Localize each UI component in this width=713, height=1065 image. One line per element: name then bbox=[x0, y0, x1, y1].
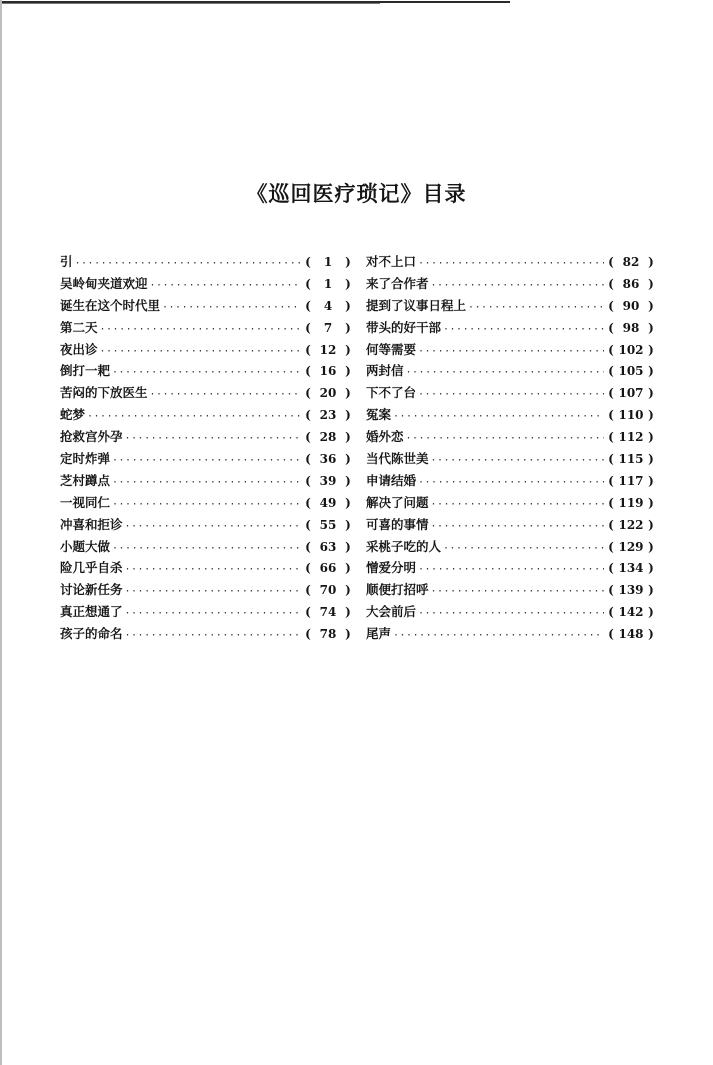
toc-page-ref bbox=[606, 408, 656, 422]
open-paren: ( bbox=[608, 364, 614, 379]
toc-entry bbox=[366, 471, 656, 493]
toc-leader-dots bbox=[393, 630, 604, 641]
toc-page-ref bbox=[606, 496, 656, 510]
toc-page-number: 1 bbox=[323, 255, 333, 269]
toc-page-number: 20 bbox=[319, 386, 337, 401]
toc-entry bbox=[366, 318, 656, 340]
toc-page-ref bbox=[303, 343, 353, 357]
close-paren: ) bbox=[648, 386, 654, 401]
toc-entry bbox=[366, 493, 656, 515]
toc-entry bbox=[366, 537, 656, 559]
toc-page-ref bbox=[303, 605, 353, 619]
toc-entry bbox=[60, 624, 353, 646]
toc-entry bbox=[366, 405, 656, 427]
toc-page-number: 1 bbox=[323, 276, 333, 291]
toc-leader-dots bbox=[87, 411, 301, 422]
close-paren: ) bbox=[345, 255, 351, 269]
toc-entry-title: 险几乎自杀 bbox=[60, 560, 123, 576]
toc-page-ref bbox=[303, 408, 353, 422]
toc-entry-title: 芝村蹲点 bbox=[60, 472, 111, 488]
close-paren: ) bbox=[345, 408, 351, 423]
toc-page-number: 148 bbox=[618, 627, 644, 642]
toc-page-ref bbox=[303, 518, 353, 532]
toc-page-ref bbox=[303, 627, 353, 641]
toc-page-ref bbox=[303, 430, 353, 444]
open-paren: ( bbox=[305, 320, 311, 335]
close-paren: ) bbox=[345, 276, 351, 291]
toc-page-ref bbox=[606, 540, 656, 554]
close-paren: ) bbox=[648, 583, 654, 598]
toc-entry-title: 申请结婚 bbox=[366, 472, 417, 488]
close-paren: ) bbox=[648, 561, 654, 576]
open-paren: ( bbox=[305, 386, 311, 401]
toc-page-number: 28 bbox=[319, 430, 337, 445]
close-paren: ) bbox=[345, 298, 351, 313]
toc-entry bbox=[60, 318, 353, 340]
toc-leader-dots bbox=[100, 346, 301, 357]
toc-page-number: 66 bbox=[319, 561, 337, 576]
toc-entry-title: 苦闷的下放医生 bbox=[60, 385, 148, 401]
toc-page-number: 16 bbox=[319, 364, 337, 379]
toc-leader-dots bbox=[125, 630, 301, 641]
toc-page-ref bbox=[303, 561, 353, 575]
close-paren: ) bbox=[345, 495, 351, 510]
toc-entry-title: 何等需要 bbox=[366, 341, 417, 357]
open-paren: ( bbox=[305, 583, 311, 598]
toc-leader-dots bbox=[162, 302, 301, 313]
open-paren: ( bbox=[608, 342, 614, 357]
toc-leader-dots bbox=[125, 521, 301, 532]
close-paren: ) bbox=[345, 539, 351, 554]
close-paren: ) bbox=[345, 561, 351, 576]
close-paren: ) bbox=[648, 430, 654, 445]
toc-entry bbox=[60, 471, 353, 493]
toc-page-number: 36 bbox=[319, 452, 337, 467]
toc-entry-title: 冤案 bbox=[366, 407, 392, 423]
open-paren: ( bbox=[608, 517, 614, 532]
toc-leader-dots bbox=[431, 521, 604, 532]
scan-edge-top-shadow bbox=[0, 3, 380, 4]
toc-leader-dots bbox=[125, 586, 301, 597]
toc-page-ref bbox=[303, 255, 353, 269]
toc-entry bbox=[366, 361, 656, 383]
toc-page-ref bbox=[606, 386, 656, 400]
close-paren: ) bbox=[345, 517, 351, 532]
open-paren: ( bbox=[608, 430, 614, 445]
toc-leader-dots bbox=[125, 564, 301, 575]
toc-page-ref bbox=[606, 343, 656, 357]
open-paren: ( bbox=[305, 276, 311, 291]
close-paren: ) bbox=[648, 364, 654, 379]
toc-leader-dots bbox=[418, 477, 604, 488]
toc-leader-dots bbox=[443, 543, 604, 554]
toc-leader-dots bbox=[112, 543, 301, 554]
close-paren: ) bbox=[345, 473, 351, 488]
toc-entry bbox=[60, 274, 353, 296]
toc-entry bbox=[366, 602, 656, 624]
toc-entry bbox=[60, 340, 353, 362]
toc-column-left bbox=[60, 252, 353, 646]
toc-entry-title: 对不上口 bbox=[366, 254, 417, 269]
toc-entry bbox=[60, 383, 353, 405]
toc-entry bbox=[60, 405, 353, 427]
toc-leader-dots bbox=[125, 608, 301, 619]
close-paren: ) bbox=[648, 255, 654, 269]
toc-page-number: 4 bbox=[323, 298, 333, 313]
toc-page-number: 55 bbox=[319, 517, 337, 532]
toc-page-ref bbox=[303, 386, 353, 400]
page-title: 《巡回医疗琐记》目录 bbox=[246, 181, 467, 206]
open-paren: ( bbox=[305, 561, 311, 576]
toc-entry-title: 诞生在这个时代里 bbox=[60, 297, 161, 313]
toc-page-number: 112 bbox=[618, 430, 644, 445]
toc-page-ref bbox=[303, 540, 353, 554]
close-paren: ) bbox=[648, 342, 654, 357]
open-paren: ( bbox=[305, 298, 311, 313]
toc-entry bbox=[60, 427, 353, 449]
toc-page-number: 86 bbox=[622, 276, 640, 291]
toc-entry-title: 下不了台 bbox=[366, 385, 417, 401]
open-paren: ( bbox=[305, 473, 311, 488]
close-paren: ) bbox=[648, 320, 654, 335]
toc-page-number: 23 bbox=[319, 408, 337, 423]
open-paren: ( bbox=[608, 255, 614, 269]
toc-leader-dots bbox=[112, 455, 301, 466]
toc-entry bbox=[60, 361, 353, 383]
open-paren: ( bbox=[608, 276, 614, 291]
toc-page-number: 7 bbox=[323, 320, 333, 335]
toc-entry-title: 提到了议事日程上 bbox=[366, 297, 467, 313]
toc-entry-title: 小题大做 bbox=[60, 538, 111, 554]
toc-page-number: 12 bbox=[319, 342, 337, 357]
toc-page-ref bbox=[606, 321, 656, 335]
toc-leader-dots bbox=[150, 280, 301, 291]
open-paren: ( bbox=[305, 255, 311, 269]
open-paren: ( bbox=[608, 627, 614, 642]
toc-page-number: 139 bbox=[618, 583, 644, 598]
toc-entry bbox=[366, 515, 656, 537]
toc-entry bbox=[60, 515, 353, 537]
open-paren: ( bbox=[305, 408, 311, 423]
open-paren: ( bbox=[305, 342, 311, 357]
toc-leader-dots bbox=[418, 346, 604, 357]
toc-entry-title: 吴岭甸夹道欢迎 bbox=[60, 275, 148, 291]
toc-page-ref bbox=[303, 299, 353, 313]
open-paren: ( bbox=[608, 539, 614, 554]
toc-leader-dots bbox=[431, 280, 604, 291]
toc-entry bbox=[60, 493, 353, 515]
open-paren: ( bbox=[608, 386, 614, 401]
toc-page-ref bbox=[606, 255, 656, 269]
toc-page-number: 90 bbox=[622, 298, 640, 313]
toc-leader-dots bbox=[150, 389, 301, 400]
open-paren: ( bbox=[305, 605, 311, 620]
toc-page-number: 78 bbox=[319, 627, 337, 642]
open-paren: ( bbox=[305, 452, 311, 467]
open-paren: ( bbox=[305, 627, 311, 642]
toc-page-ref bbox=[606, 583, 656, 597]
close-paren: ) bbox=[345, 627, 351, 642]
toc-entry-title: 尾声 bbox=[366, 626, 392, 642]
toc-entry bbox=[366, 558, 656, 580]
toc-page-ref bbox=[606, 605, 656, 619]
toc-leader-dots bbox=[418, 389, 604, 400]
toc-entry-title: 蛇梦 bbox=[60, 407, 86, 423]
toc-entry bbox=[60, 537, 353, 559]
scan-edge-left bbox=[0, 0, 2, 1065]
toc-page-number: 115 bbox=[618, 452, 644, 467]
toc-page-number: 102 bbox=[618, 342, 644, 357]
close-paren: ) bbox=[345, 320, 351, 335]
close-paren: ) bbox=[345, 583, 351, 598]
toc-entry bbox=[60, 580, 353, 602]
close-paren: ) bbox=[345, 430, 351, 445]
toc-page-number: 105 bbox=[618, 364, 644, 379]
toc-leader-dots bbox=[112, 499, 301, 510]
toc-page-number: 122 bbox=[618, 517, 644, 532]
toc-page-ref bbox=[606, 627, 656, 641]
toc-leader-dots bbox=[431, 455, 604, 466]
close-paren: ) bbox=[648, 473, 654, 488]
close-paren: ) bbox=[345, 342, 351, 357]
toc-page-number: 110 bbox=[618, 408, 644, 423]
toc-page-number: 98 bbox=[622, 320, 640, 335]
toc-entry-title: 顺便打招呼 bbox=[366, 582, 429, 598]
close-paren: ) bbox=[345, 386, 351, 401]
toc-entry bbox=[60, 558, 353, 580]
toc-page-ref bbox=[606, 277, 656, 291]
toc-page-number: 70 bbox=[319, 583, 337, 598]
toc-entry-title: 夜出诊 bbox=[60, 341, 98, 357]
toc-leader-dots bbox=[418, 564, 604, 575]
open-paren: ( bbox=[305, 364, 311, 379]
toc-page-number: 134 bbox=[618, 561, 644, 576]
toc-entry bbox=[366, 252, 656, 274]
open-paren: ( bbox=[608, 298, 614, 313]
toc-entry-title: 第二天 bbox=[60, 319, 98, 335]
toc-leader-dots bbox=[125, 433, 301, 444]
toc-entry bbox=[366, 383, 656, 405]
close-paren: ) bbox=[648, 408, 654, 423]
toc-entry-title: 真正想通了 bbox=[60, 604, 123, 620]
toc-leader-dots bbox=[431, 499, 604, 510]
toc-page-ref bbox=[303, 474, 353, 488]
toc-entry bbox=[366, 624, 656, 646]
toc-page-number: 117 bbox=[618, 473, 644, 488]
open-paren: ( bbox=[608, 408, 614, 423]
open-paren: ( bbox=[305, 539, 311, 554]
toc-entry bbox=[366, 340, 656, 362]
toc-leader-dots bbox=[418, 258, 604, 269]
toc-leader-dots bbox=[418, 608, 604, 619]
toc-entry-title: 憎爱分明 bbox=[366, 560, 417, 576]
open-paren: ( bbox=[608, 495, 614, 510]
toc-page-ref bbox=[303, 583, 353, 597]
toc-column-right bbox=[366, 252, 656, 646]
toc-page-number: 49 bbox=[319, 495, 337, 510]
toc-page-ref bbox=[606, 452, 656, 466]
toc-entry-title: 两封信 bbox=[366, 363, 404, 379]
open-paren: ( bbox=[608, 452, 614, 467]
toc-entry-title: 抢救宫外孕 bbox=[60, 429, 123, 445]
toc-leader-dots bbox=[112, 477, 301, 488]
toc-page-number: 119 bbox=[618, 495, 644, 510]
open-paren: ( bbox=[608, 605, 614, 620]
toc-leader-dots bbox=[443, 324, 604, 335]
toc-entry bbox=[60, 449, 353, 471]
close-paren: ) bbox=[648, 276, 654, 291]
toc-page-number: 82 bbox=[622, 255, 640, 269]
toc-entry-title: 解决了问题 bbox=[366, 494, 429, 510]
toc-entry-title: 可喜的事情 bbox=[366, 516, 429, 532]
toc-entry bbox=[366, 580, 656, 602]
toc-page-ref bbox=[606, 518, 656, 532]
toc-entry bbox=[366, 274, 656, 296]
toc-page-number: 107 bbox=[618, 386, 644, 401]
close-paren: ) bbox=[345, 452, 351, 467]
close-paren: ) bbox=[345, 364, 351, 379]
open-paren: ( bbox=[608, 561, 614, 576]
toc-entry-title: 一视同仁 bbox=[60, 494, 111, 510]
toc-page-number: 142 bbox=[618, 605, 644, 620]
close-paren: ) bbox=[648, 495, 654, 510]
toc-entry-title: 采桃子吃的人 bbox=[366, 538, 442, 554]
toc-page-ref bbox=[303, 277, 353, 291]
toc-entry-title: 冲喜和拒诊 bbox=[60, 516, 123, 532]
toc-page-number: 74 bbox=[319, 605, 337, 620]
open-paren: ( bbox=[608, 473, 614, 488]
close-paren: ) bbox=[345, 605, 351, 620]
open-paren: ( bbox=[305, 517, 311, 532]
toc-leader-dots bbox=[406, 367, 604, 378]
close-paren: ) bbox=[648, 627, 654, 642]
toc-entry-title: 婚外恋 bbox=[366, 429, 404, 445]
toc-entry bbox=[366, 449, 656, 471]
toc-entry-title: 倒打一耙 bbox=[60, 363, 111, 379]
toc-leader-dots bbox=[406, 433, 604, 444]
close-paren: ) bbox=[648, 452, 654, 467]
toc-entry-title: 引 bbox=[60, 254, 73, 269]
toc-page-ref bbox=[303, 364, 353, 378]
toc-leader-dots bbox=[431, 586, 604, 597]
toc-entry bbox=[60, 296, 353, 318]
toc-entry bbox=[60, 252, 353, 274]
toc-entry bbox=[366, 427, 656, 449]
toc-entry bbox=[366, 296, 656, 318]
toc-entry bbox=[60, 602, 353, 624]
close-paren: ) bbox=[648, 605, 654, 620]
toc-entry-title: 大会前后 bbox=[366, 604, 417, 620]
toc-entry-title: 讨论新任务 bbox=[60, 582, 123, 598]
open-paren: ( bbox=[305, 495, 311, 510]
toc-page-ref bbox=[606, 364, 656, 378]
toc-page-ref bbox=[303, 321, 353, 335]
open-paren: ( bbox=[608, 320, 614, 335]
toc-page-ref bbox=[606, 474, 656, 488]
toc-entry-title: 带头的好干部 bbox=[366, 319, 442, 335]
toc-entry-title: 来了合作者 bbox=[366, 275, 429, 291]
toc-leader-dots bbox=[393, 411, 604, 422]
toc-page-ref bbox=[303, 452, 353, 466]
toc-entry-title: 当代陈世美 bbox=[366, 451, 429, 467]
toc-page-ref bbox=[606, 430, 656, 444]
toc-page-number: 129 bbox=[618, 539, 644, 554]
toc-leader-dots bbox=[75, 258, 301, 269]
close-paren: ) bbox=[648, 539, 654, 554]
toc-leader-dots bbox=[468, 302, 604, 313]
toc-page-number: 63 bbox=[319, 539, 337, 554]
toc-page-ref bbox=[606, 561, 656, 575]
toc-page-number: 39 bbox=[319, 473, 337, 488]
open-paren: ( bbox=[305, 430, 311, 445]
open-paren: ( bbox=[608, 583, 614, 598]
toc-entry-title: 定时炸弹 bbox=[60, 451, 111, 467]
close-paren: ) bbox=[648, 298, 654, 313]
toc-leader-dots bbox=[112, 367, 301, 378]
table-of-contents bbox=[60, 252, 656, 646]
toc-entry-title: 孩子的命名 bbox=[60, 626, 123, 642]
close-paren: ) bbox=[648, 517, 654, 532]
toc-leader-dots bbox=[100, 324, 301, 335]
toc-page-ref bbox=[606, 299, 656, 313]
toc-page-ref bbox=[303, 496, 353, 510]
